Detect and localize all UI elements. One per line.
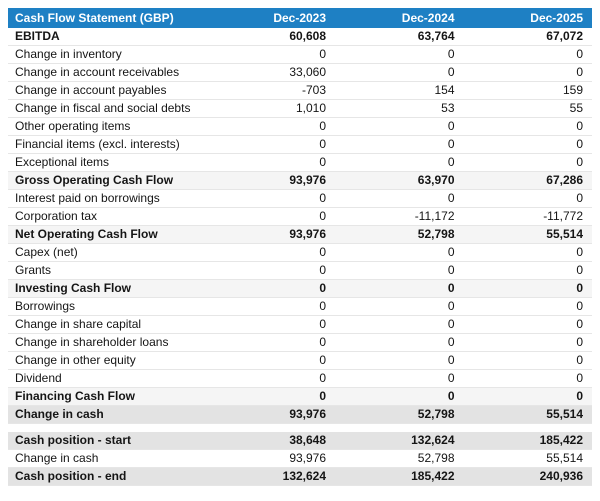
row-value: 0 <box>207 334 335 352</box>
row-value: 93,976 <box>207 406 335 424</box>
table-row <box>8 449 592 467</box>
table-header <box>8 8 592 28</box>
table-row <box>8 190 592 208</box>
table-row <box>8 154 592 172</box>
table-row <box>8 406 592 424</box>
row-value: -703 <box>207 82 335 100</box>
table-title: Cash Flow Statement (GBP) <box>15 11 174 25</box>
row-value: 0 <box>335 118 463 136</box>
row-label: Change in cash <box>8 449 207 467</box>
row-value: 0 <box>335 46 463 64</box>
row-value: 0 <box>207 370 335 388</box>
row-value: 185,422 <box>464 432 593 450</box>
row-value: 0 <box>207 154 335 172</box>
row-value: 132,624 <box>335 432 463 450</box>
row-value: 0 <box>207 262 335 280</box>
row-value: 55,514 <box>464 226 593 244</box>
row-value: 159 <box>464 82 593 100</box>
row-value: 0 <box>464 280 593 298</box>
row-value: 1,010 <box>207 100 335 118</box>
row-value: 0 <box>464 136 593 154</box>
row-label: Corporation tax <box>8 208 207 226</box>
table-header-row <box>8 8 592 28</box>
row-label: Gross Operating Cash Flow <box>8 172 207 190</box>
row-value: 0 <box>207 208 335 226</box>
row-label: Change in cash <box>8 406 207 424</box>
row-label: Change in account payables <box>8 82 207 100</box>
row-value: 0 <box>207 46 335 64</box>
row-value: 0 <box>464 334 593 352</box>
row-value: 0 <box>464 118 593 136</box>
row-label: Change in fiscal and social debts <box>8 100 207 118</box>
cash-flow-table <box>8 8 592 486</box>
row-value: 55 <box>464 100 593 118</box>
row-value: 63,970 <box>335 172 463 190</box>
section-gap <box>8 424 592 432</box>
row-value: 0 <box>335 262 463 280</box>
row-value: 0 <box>207 118 335 136</box>
column-header-dec-2025: Dec-2025 <box>530 11 583 25</box>
row-value: 0 <box>464 316 593 334</box>
table-row <box>8 316 592 334</box>
row-value: 0 <box>207 136 335 154</box>
cash-position-section <box>8 432 592 486</box>
row-label: Borrowings <box>8 298 207 316</box>
row-value: 0 <box>464 352 593 370</box>
table-row <box>8 262 592 280</box>
row-label: EBITDA <box>8 28 207 46</box>
row-value: 0 <box>464 370 593 388</box>
row-value: 0 <box>207 280 335 298</box>
table-row <box>8 172 592 190</box>
row-value: 93,976 <box>207 449 335 467</box>
row-label: Change in other equity <box>8 352 207 370</box>
row-label: Grants <box>8 262 207 280</box>
row-label: Dividend <box>8 370 207 388</box>
row-value: 0 <box>207 298 335 316</box>
row-label: Interest paid on borrowings <box>8 190 207 208</box>
row-value: 0 <box>335 370 463 388</box>
table-row <box>8 467 592 485</box>
table-row <box>8 82 592 100</box>
row-value: 0 <box>335 388 463 406</box>
main-section <box>8 28 592 424</box>
table-row <box>8 298 592 316</box>
row-value: 0 <box>207 190 335 208</box>
row-value: 93,976 <box>207 226 335 244</box>
row-label: Investing Cash Flow <box>8 280 207 298</box>
table-row <box>8 370 592 388</box>
row-value: 53 <box>335 100 463 118</box>
row-value: 0 <box>335 298 463 316</box>
table-row <box>8 208 592 226</box>
table-row <box>8 136 592 154</box>
row-label: Capex (net) <box>8 244 207 262</box>
row-value: 0 <box>335 64 463 82</box>
table-row <box>8 28 592 46</box>
row-value: 0 <box>464 46 593 64</box>
row-value: 60,608 <box>207 28 335 46</box>
table-row <box>8 100 592 118</box>
row-value: 0 <box>335 316 463 334</box>
row-value: 0 <box>335 136 463 154</box>
table-row <box>8 64 592 82</box>
row-value: 67,286 <box>464 172 593 190</box>
table-row <box>8 352 592 370</box>
row-value: 0 <box>464 298 593 316</box>
row-value: 52,798 <box>335 449 463 467</box>
row-value: 0 <box>464 244 593 262</box>
row-value: 185,422 <box>335 467 463 485</box>
row-label: Cash position - start <box>8 432 207 450</box>
row-label: Cash position - end <box>8 467 207 485</box>
row-label: Net Operating Cash Flow <box>8 226 207 244</box>
row-label: Exceptional items <box>8 154 207 172</box>
row-label: Change in shareholder loans <box>8 334 207 352</box>
column-header-dec-2024: Dec-2024 <box>401 11 455 25</box>
row-label: Financing Cash Flow <box>8 388 207 406</box>
row-value: 63,764 <box>335 28 463 46</box>
row-value: 0 <box>207 352 335 370</box>
column-header-dec-2023: Dec-2023 <box>273 11 327 25</box>
table-row <box>8 226 592 244</box>
row-value: 154 <box>335 82 463 100</box>
row-label: Financial items (excl. interests) <box>8 136 207 154</box>
row-value: 55,514 <box>464 449 593 467</box>
row-value: 240,936 <box>464 467 593 485</box>
row-value: 0 <box>207 316 335 334</box>
row-value: 0 <box>335 280 463 298</box>
row-value: 0 <box>464 190 593 208</box>
row-value: 67,072 <box>464 28 593 46</box>
row-value: 0 <box>207 388 335 406</box>
row-value: 0 <box>464 64 593 82</box>
row-label: Change in account receivables <box>8 64 207 82</box>
row-value: 52,798 <box>335 406 463 424</box>
row-value: 0 <box>464 388 593 406</box>
row-value: 132,624 <box>207 467 335 485</box>
row-value: 0 <box>464 262 593 280</box>
table-row <box>8 432 592 450</box>
row-value: 33,060 <box>207 64 335 82</box>
row-value: 93,976 <box>207 172 335 190</box>
row-value: 0 <box>207 244 335 262</box>
row-value: 0 <box>335 244 463 262</box>
table-row <box>8 334 592 352</box>
table-row <box>8 388 592 406</box>
row-value: -11,772 <box>464 208 593 226</box>
row-label: Change in share capital <box>8 316 207 334</box>
row-label: Other operating items <box>8 118 207 136</box>
table-row <box>8 46 592 64</box>
row-value: 52,798 <box>335 226 463 244</box>
row-value: 0 <box>464 154 593 172</box>
row-value: 0 <box>335 352 463 370</box>
row-value: 0 <box>335 334 463 352</box>
row-value: 0 <box>335 190 463 208</box>
row-value: 38,648 <box>207 432 335 450</box>
table-row <box>8 244 592 262</box>
row-value: 55,514 <box>464 406 593 424</box>
row-label: Change in inventory <box>8 46 207 64</box>
row-value: -11,172 <box>335 208 463 226</box>
spacer-row <box>8 424 592 432</box>
table-row <box>8 118 592 136</box>
table-row <box>8 280 592 298</box>
row-value: 0 <box>335 154 463 172</box>
